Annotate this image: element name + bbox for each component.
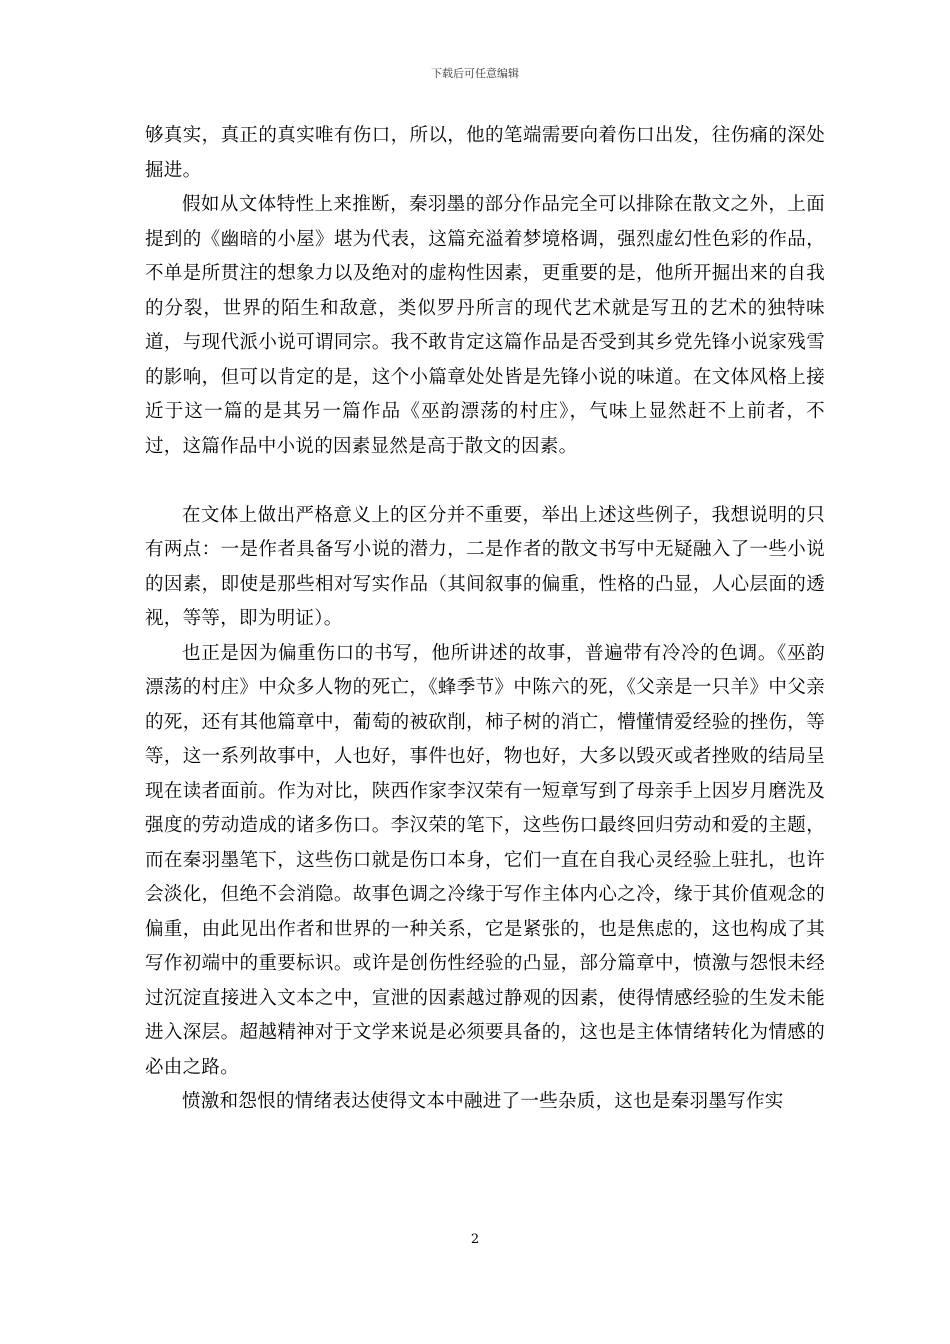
paragraph-genre-distinction: 在文体上做出严格意义上的区分并不重要，举出上述这些例子，我想说明的只有两点：一是作者具备写小说的潜力，二是作者的散文书写中无疑融入了一些小说的因素，即使是那些相对写实作品（其间叙事的偏重，性格的凸显，人心层面的透视，等等，即为明证）。 — [145, 504, 825, 629]
paragraph-resentment: 愤激和怨恨的情绪表达使得文本中融进了一些杂质，这也是秦羽墨写作实 — [182, 1091, 784, 1112]
document-body — [145, 119, 825, 1120]
page-header: 下载后可任意编辑 — [431, 67, 519, 80]
paragraph-cold-tone: 也正是因为偏重伤口的书写，他所讲述的故事，普遍带有冷冷的色调。《巫韵漂荡的村庄》中众多人物的死亡，《蜂季节》中陈六的死，《父亲是一只羊》中父亲的死，还有其他篇章中，葡萄的被砍削，柿子树的消亡，懵懂情爱经验的挫伤，等等，这一系列故事中，人也好，事件也好，物也好，大多以毁灭或者挫败的结局呈现在读者面前。作为对比，陕西作家李汉荣有一短章写到了母亲手上因岁月磨洗及强度的劳动造成的诸多伤口。李汉荣的笔下，这些伤口最终回归劳动和爱的主题，而在秦羽墨笔下，这些伤口就是伤口本身，它们一直在自我心灵经验上驻扎，也许会淡化，但绝不会消隐。故事色调之冷缘于写作主体内心之冷，缘于其价值观念的偏重，由此见出作者和世界的一种关系，它是紧张的，也是焦虑的，这也构成了其写作初端中的重要标识。或许是创伤性经验的凸显，部分篇章中，愤激与怨恨未经过沉淀直接进入文本之中，宣泄的因素越过静观的因素，使得情感经验的生发未能进入深层。超越精神对于文学来说是必须要具备的，这也是主体情绪转化为情感的必由之路。 — [145, 642, 825, 1078]
paragraph-genre-inference: 假如从文体特性上来推断，秦羽墨的部分作品完全可以排除在散文之外，上面提到的《幽暗的小屋》堪为代表，这篇充溢着梦境格调，强烈虚幻性色彩的作品，不单是所贯注的想象力以及绝对的虚构性因素，更重要的是，他所开掘出来的自我的分裂，世界的陌生和敌意，类似罗丹所言的现代艺术就是写丑的艺术的独特味道，与现代派小说可谓同宗。我不敢肯定这篇作品是否受到其乡党先锋小说家残雪的影响，但可以肯定的是，这个小篇章处处皆是先锋小说的味道。在文体风格上接近于这一篇的是其另一篇作品《巫韵漂荡的村庄》，气味上显然赶不上前者，不过，这篇作品中小说的因素显然是高于散文的因素。 — [145, 194, 825, 457]
paragraph-continuation: 够真实，真正的真实唯有伤口，所以，他的笔端需要向着伤口出发，往伤痛的深处掘进。 — [145, 125, 825, 181]
page-number: 2 — [470, 1232, 480, 1247]
